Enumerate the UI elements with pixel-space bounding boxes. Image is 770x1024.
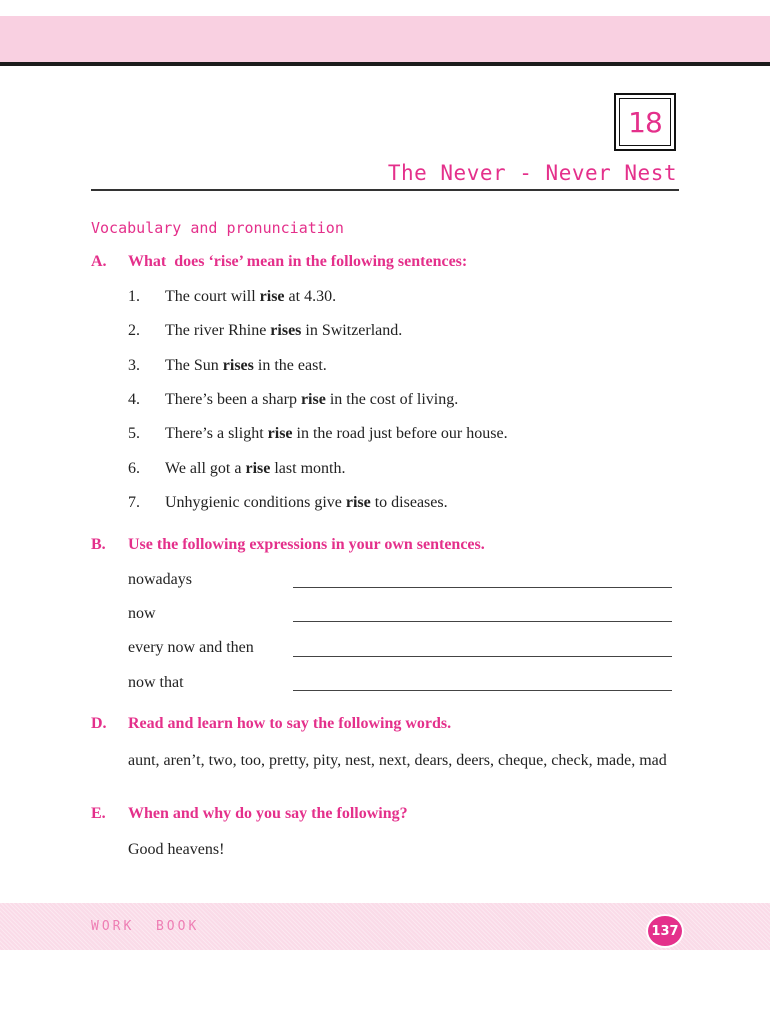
list-item — [128, 322, 402, 340]
item-text: There’s a slight — [165, 425, 268, 442]
item-number: 2. — [128, 322, 140, 339]
item-number: 3. — [128, 357, 140, 374]
list-item — [128, 288, 336, 306]
section-title: Vocabulary and pronunciation — [91, 219, 344, 237]
chapter-number-box — [614, 93, 676, 151]
item-number: 4. — [128, 391, 140, 408]
item-text: There’s been a sharp — [165, 391, 301, 408]
item-number: 6. — [128, 460, 140, 477]
question-a-prompt: What does ‘rise’ mean in the following sentences: — [128, 253, 468, 270]
question-a-heading — [91, 253, 467, 271]
question-b-letter: B. — [91, 536, 106, 553]
question-e-letter: E. — [91, 805, 106, 822]
question-e-phrase: Good heavens! — [128, 841, 225, 858]
question-d-heading — [91, 715, 451, 733]
item-keyword: rise — [300, 391, 326, 408]
item-text: last month. — [270, 460, 346, 477]
item-keyword: rise — [345, 494, 371, 511]
question-e-prompt: When and why do you say the following? — [128, 805, 408, 822]
expression-label: nowadays — [128, 571, 192, 588]
item-keyword: rises — [270, 322, 302, 339]
item-text: The court will — [165, 288, 260, 305]
page-number-badge: 137 — [648, 916, 682, 946]
item-text: to diseases. — [370, 494, 448, 511]
chapter-number: 18 — [619, 98, 671, 146]
question-b-prompt: Use the following expressions in your own sentences. — [128, 536, 485, 553]
header-rule — [0, 62, 770, 66]
pronunciation-words: aunt, aren’t, two, too, pretty, pity, nest, next, dears, deers, cheque, check, made, mad — [128, 752, 667, 769]
question-d-letter: D. — [91, 715, 107, 732]
question-a-letter: A. — [91, 253, 107, 270]
footer-label: WORK BOOK — [91, 919, 200, 934]
item-number: 5. — [128, 425, 140, 442]
item-text: in the cost of living. — [325, 391, 459, 408]
expression-label: now — [128, 605, 156, 622]
question-d-prompt: Read and learn how to say the following words. — [128, 715, 452, 732]
item-keyword: rise — [245, 460, 271, 477]
item-text: Unhygienic conditions give — [165, 494, 346, 511]
question-b-heading — [91, 536, 485, 554]
answer-line[interactable] — [293, 656, 672, 657]
header-band — [0, 16, 770, 62]
item-keyword: rise — [259, 288, 285, 305]
answer-line[interactable] — [293, 690, 672, 691]
item-number: 1. — [128, 288, 140, 305]
item-number: 7. — [128, 494, 140, 511]
list-item — [128, 460, 345, 478]
item-text: in the road just before our house. — [292, 425, 508, 442]
item-keyword: rise — [267, 425, 293, 442]
item-text: at 4.30. — [284, 288, 337, 305]
item-text: in Switzerland. — [301, 322, 403, 339]
list-item — [128, 357, 327, 375]
item-text: The Sun — [165, 357, 223, 374]
item-text: The river Rhine — [165, 322, 271, 339]
question-e-heading — [91, 805, 408, 823]
item-keyword: rises — [222, 357, 254, 374]
expression-label: every now and then — [128, 639, 254, 656]
list-item — [128, 391, 458, 409]
item-text: in the east. — [253, 357, 327, 374]
item-text: We all got a — [165, 460, 246, 477]
list-item — [128, 425, 508, 443]
answer-line[interactable] — [293, 621, 672, 622]
title-divider — [91, 189, 679, 191]
chapter-title: The Never - Never Nest — [387, 161, 677, 185]
expression-label: now that — [128, 674, 184, 691]
answer-line[interactable] — [293, 587, 672, 588]
list-item — [128, 494, 448, 512]
